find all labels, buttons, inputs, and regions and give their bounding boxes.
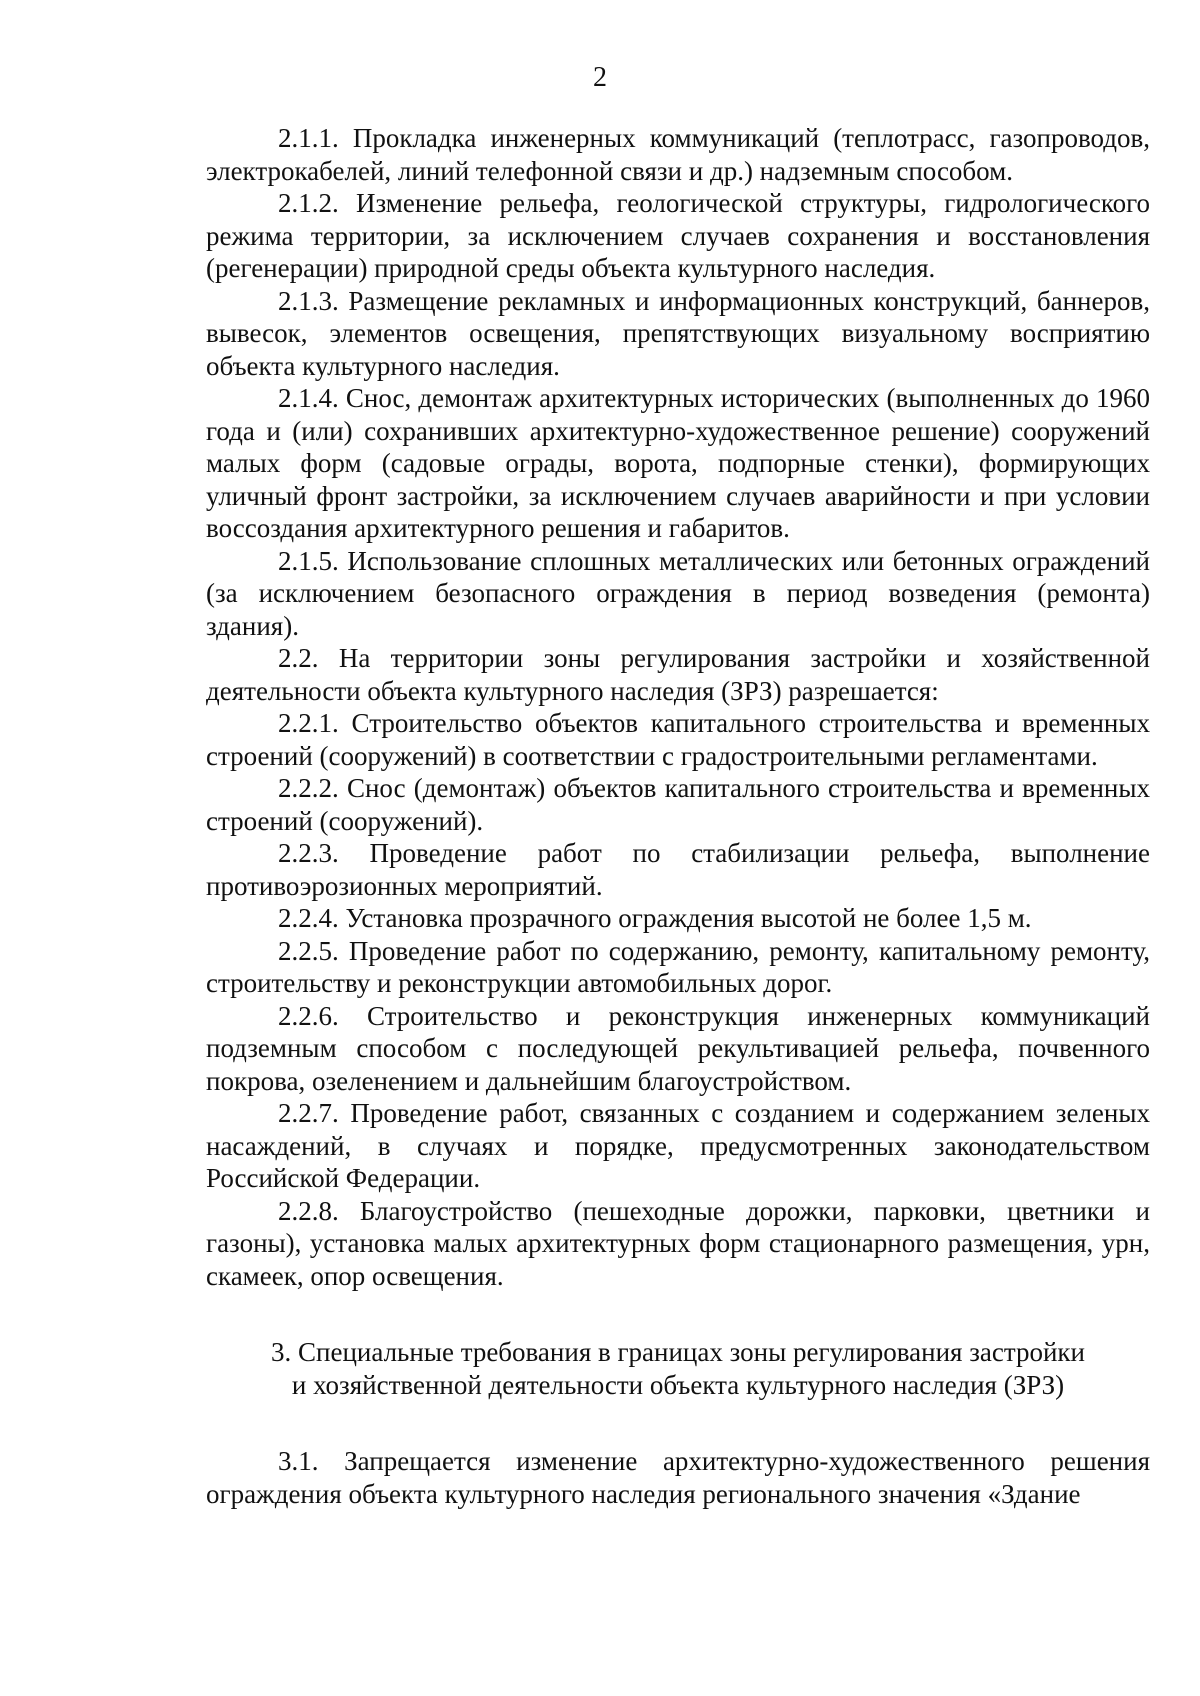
paragraph-2-2-3: 2.2.3. Проведение работ по стабилизации рельефа, выполнение противоэрозионных мероприятий. — [206, 838, 1150, 901]
paragraph-2-1-3: 2.1.3. Размещение рекламных и информационных конструкций, баннеров, вывесок, элементов освещения, препятствующих визуальному восприятию объекта культурного наследия. — [206, 285, 1150, 381]
paragraph-2-2: 2.2. На территории зоны регулирования застройки и хозяйственной деятельности объекта культурного наследия (ЗРЗ) разрешается: — [206, 643, 1150, 706]
page-number: 2 — [593, 62, 607, 93]
paragraph-2-2-1: 2.2.1. Строительство объектов капитального строительства и временных строений (сооружений) в соответствии с градостроительными регламентами. — [206, 708, 1150, 771]
paragraph-2-2-2: 2.2.2. Снос (демонтаж) объектов капитального строительства и временных строений (сооружений). — [206, 773, 1150, 836]
paragraph-2-2-6: 2.2.6. Строительство и реконструкция инженерных коммуникаций подземным способом с последующей рекультивацией рельефа, почвенного покрова, озеленением и дальнейшим благоустройством. — [206, 1000, 1150, 1096]
paragraph-2-2-4: 2.2.4. Установка прозрачного ограждения высотой не более 1,5 м. — [278, 903, 1032, 933]
section-heading-line-2: и хозяйственной деятельности объекта культурного наследия (ЗРЗ) — [291, 1369, 1065, 1400]
paragraph-2-2-5: 2.2.5. Проведение работ по содержанию, ремонту, капитальному ремонту, строительству и реконструкции автомобильных дорог. — [206, 935, 1150, 998]
paragraph-2-2-8: 2.2.8. Благоустройство (пешеходные дорожки, парковки, цветники и газоны), установка малых архитектурных форм стационарного размещения, урн, скамеек, опор освещения. — [206, 1195, 1150, 1291]
paragraph-2-1-4: 2.1.4. Снос, демонтаж архитектурных исторических (выполненных до 1960 года и (или) сохранивших архитектурно-художественное решение) сооружений малых форм (садовые ограды, ворота, подпорные стенки), формирующих уличный фронт застройки, за исключением случаев аварийности и при условии воссоздания архитектурного решения и габаритов. — [206, 383, 1150, 543]
paragraph-2-2-7: 2.2.7. Проведение работ, связанных с созданием и содержанием зеленых насаждений, в случаях и порядке, предусмотренных законодательством Российской Федерации. — [206, 1098, 1150, 1193]
document-body — [206, 122, 1150, 1510]
paragraph-3-1: 3.1. Запрещается изменение архитектурно-художественного решения ограждения объекта культурного наследия регионального значения «Здание — [206, 1446, 1150, 1509]
paragraph-2-1-2: 2.1.2. Изменение рельефа, геологической структуры, гидрологического режима территории, за исключением случаев сохранения и восстановления (регенерации) природной среды объекта культурного наследия. — [206, 188, 1150, 283]
paragraph-2-1-5: 2.1.5. Использование сплошных металлических или бетонных ограждений (за исключением безопасного ограждения в период возведения (ремонта) здания). — [206, 545, 1150, 641]
section-3-heading — [206, 1336, 1150, 1401]
section-heading-line-1: 3. Специальные требования в границах зоны регулирования застройки — [271, 1337, 1085, 1367]
paragraph-2-1-1: 2.1.1. Прокладка инженерных коммуникаций (теплотрасс, газопроводов, электрокабелей, линий телефонной связи и др.) надземным способом. — [206, 123, 1150, 186]
